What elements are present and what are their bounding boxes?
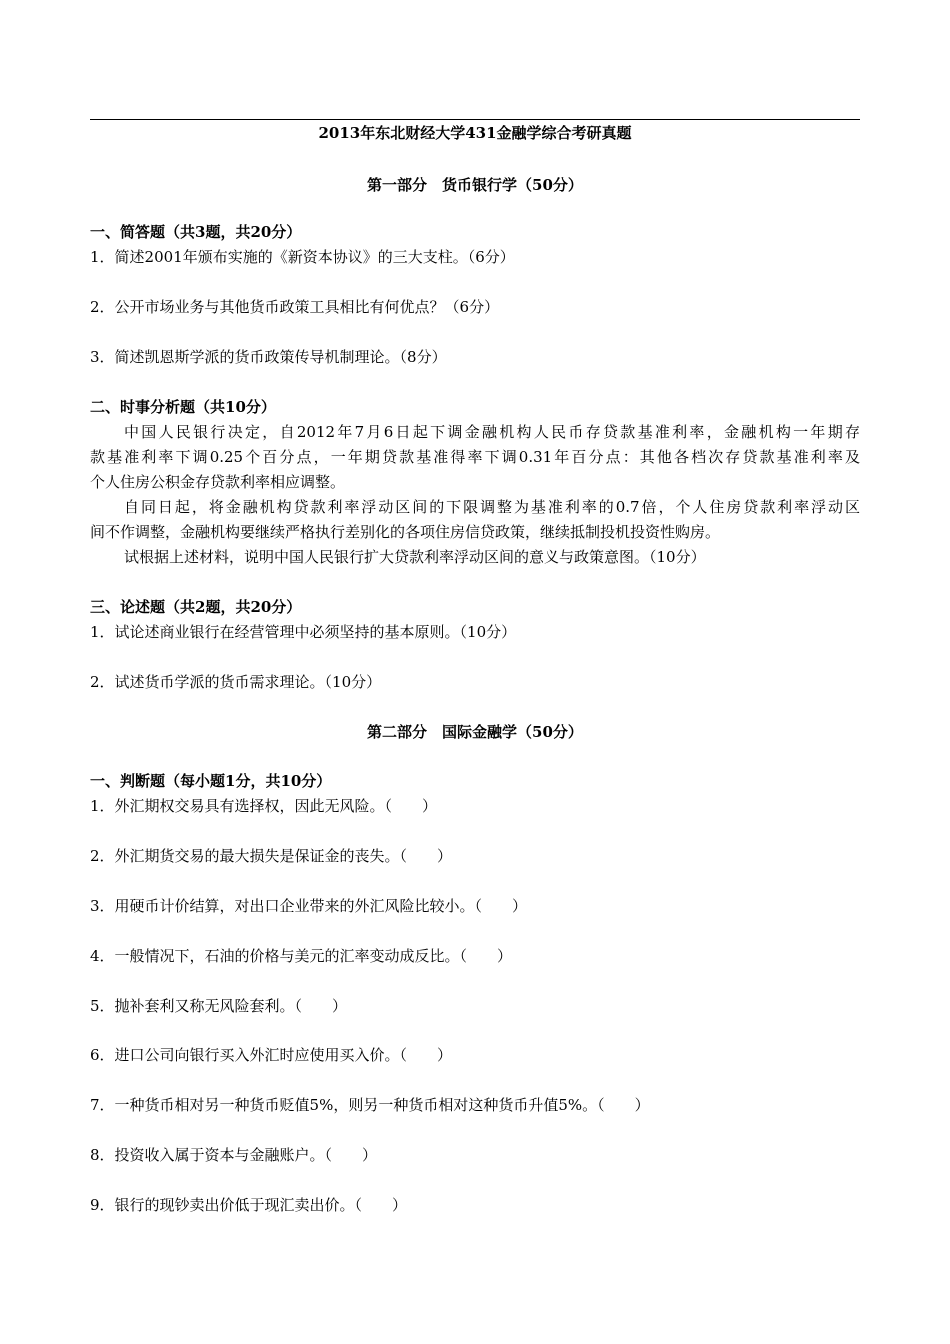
part1-section3-heading: 三、论述题（共2题，共20分）: [90, 598, 302, 616]
part1-s3-question-2: 2．试述货币学派的货币需求理论。（10分）: [90, 673, 382, 691]
part1-section1-heading: 一、简答题（共3题，共20分）: [90, 223, 302, 241]
judgement-question-9: 9．银行的现钞卖出价低于现汇卖出价。（ ）: [90, 1196, 408, 1214]
news-paragraph-2-line-1: 自同日起，将金融机构贷款利率浮动区间的下限调整为基准利率的0.7倍，个人住房贷款利率浮动区: [124, 498, 860, 516]
news-analysis-question: 试根据上述材料，说明中国人民银行扩大贷款利率浮动区间的意义与政策意图。（10分）: [124, 548, 706, 566]
part1-s1-question-2: 2．公开市场业务与其他货币政策工具相比有何优点？（6分）: [90, 298, 500, 316]
judgement-question-4: 4．一般情况下，石油的价格与美元的汇率变动成反比。（ ）: [90, 947, 513, 965]
news-paragraph-2-line-2: 间不作调整，金融机构要继续严格执行差别化的各项住房信贷政策，继续抵制投机投资性购房。: [90, 523, 721, 541]
news-paragraph-1-line-1: 中国人民银行决定，自2012年7月6日起下调金融机构人民币存贷款基准利率，金融机构一年期存: [124, 423, 860, 441]
document-title: 2013年东北财经大学431金融学综合考研真题: [318, 124, 632, 142]
news-paragraph-1-line-2: 款基准利率下调0.25个百分点，一年期贷款基准得率下调0.31年百分点：其他各档次存贷款基准利率及: [90, 448, 860, 466]
judgement-question-5: 5．抛补套利又称无风险套利。（ ）: [90, 997, 348, 1015]
header-rule: [90, 119, 860, 120]
judgement-question-2: 2．外汇期货交易的最大损失是保证金的丧失。（ ）: [90, 847, 453, 865]
judgement-question-6: 6．进口公司向银行买入外汇时应使用买入价。（ ）: [90, 1046, 453, 1064]
judgement-question-7: 7．一种货币相对另一种货币贬值5%，则另一种货币相对这种货币升值5%。（ ）: [90, 1096, 650, 1114]
part1-heading: 第一部分 货币银行学（50分）: [367, 176, 583, 194]
judgement-question-8: 8．投资收入属于资本与金融账户。（ ）: [90, 1146, 378, 1164]
judgement-question-3: 3．用硬币计价结算，对出口企业带来的外汇风险比较小。（ ）: [90, 897, 528, 915]
part2-heading: 第二部分 国际金融学（50分）: [367, 723, 583, 741]
judgement-question-1: 1．外汇期权交易具有选择权，因此无风险。（ ）: [90, 797, 438, 815]
part1-s3-question-1: 1．试论述商业银行在经营管理中必须坚持的基本原则。（10分）: [90, 623, 517, 641]
part2-section1-heading: 一、判断题（每小题1分，共10分）: [90, 772, 332, 790]
news-paragraph-1-line-3: 个人住房公积金存贷款利率相应调整。: [90, 473, 346, 491]
part1-s1-question-3: 3．简述凯恩斯学派的货币政策传导机制理论。（8分）: [90, 348, 447, 366]
part1-s1-question-1: 1．简述2001年颁布实施的《新资本协议》的三大支柱。（6分）: [90, 248, 515, 266]
part1-section2-heading: 二、时事分析题（共10分）: [90, 398, 276, 416]
